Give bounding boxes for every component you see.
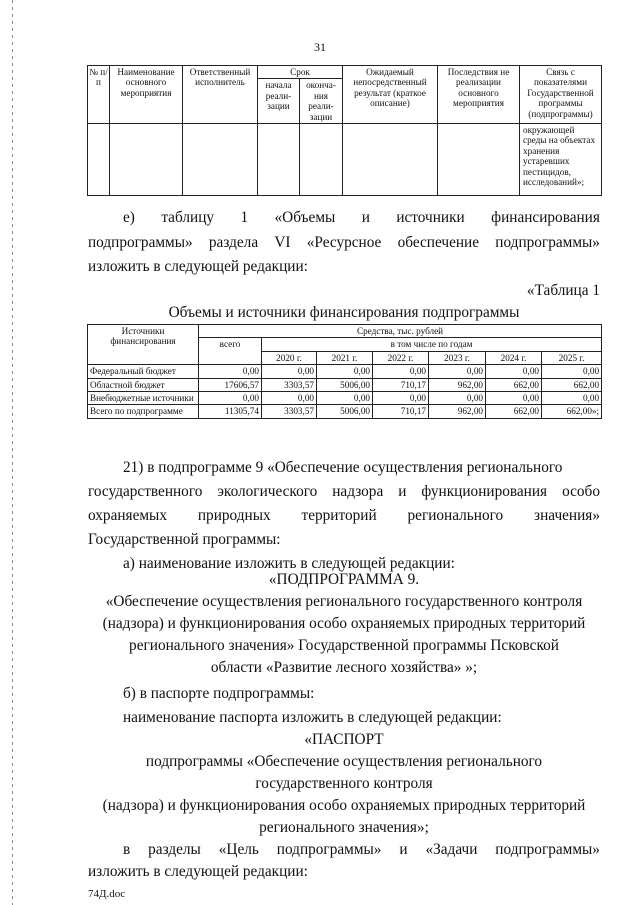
text-word: подпрограммы» bbox=[495, 234, 600, 251]
text-word: особо bbox=[562, 483, 600, 500]
subprogram-name-line: (надзора) и функционирования особо охраняемых природных территорий bbox=[102, 615, 586, 632]
subprogram-heading: «ПОДПРОГРАММА 9. bbox=[268, 571, 420, 588]
subprogram-name-line: области «Развитие лесного хозяйства» »; bbox=[210, 659, 478, 676]
table-row bbox=[88, 365, 602, 378]
header-year: 2022 г. bbox=[373, 351, 429, 364]
text-word: VI bbox=[274, 234, 291, 251]
cell-value: 662,00 bbox=[542, 378, 602, 391]
cell-value: 17606,57 bbox=[199, 378, 262, 391]
text-word: государственного bbox=[88, 483, 203, 500]
para-e-line3: изложить в следующей редакции: bbox=[88, 258, 308, 275]
table-row bbox=[88, 378, 602, 391]
cell-value: 5006,00 bbox=[317, 405, 373, 418]
cell-value: 0,00 bbox=[429, 391, 486, 404]
text-word: подпрограммы» bbox=[88, 234, 193, 251]
text-word: источники bbox=[396, 209, 465, 226]
para-21-line3 bbox=[88, 508, 600, 523]
cell-value: 0,00 bbox=[542, 365, 602, 378]
text-word: надзора bbox=[332, 483, 384, 500]
para-v-line1 bbox=[123, 842, 600, 857]
text-word: природных bbox=[197, 507, 271, 524]
header-num: № п/п bbox=[88, 66, 110, 124]
cell-value: 0,00 bbox=[429, 365, 486, 378]
text-word: 1 bbox=[240, 209, 249, 226]
text-word: регионального bbox=[407, 507, 504, 524]
cell-value: 710,17 bbox=[373, 378, 429, 391]
text-word: обеспечение bbox=[397, 234, 480, 251]
passport-name-line: (надзора) и функционирования особо охраняемых природных территорий bbox=[102, 797, 586, 814]
header-year: 2023 г. bbox=[429, 351, 486, 364]
cell-value: 0,00 bbox=[317, 365, 373, 378]
cell-value: 962,00 bbox=[429, 405, 486, 418]
text-word: «Ресурсное bbox=[306, 234, 382, 251]
text-word: раздела bbox=[208, 234, 259, 251]
text-word: значения» bbox=[534, 507, 600, 524]
text-word: «Объемы bbox=[274, 209, 336, 226]
header-term: Срок bbox=[258, 66, 343, 79]
subprogram-name-line: «Обеспечение осуществления регионального государственного контроля bbox=[105, 593, 583, 610]
cell-value: 3303,57 bbox=[262, 378, 317, 391]
text-word: и bbox=[361, 209, 370, 226]
para-21-line1: 21) в подпрограмме 9 «Обеспечение осуществления регионального bbox=[123, 459, 563, 476]
header-year: 2021 г. bbox=[317, 351, 373, 364]
para-21-line2 bbox=[88, 484, 600, 499]
header-total: всего bbox=[199, 338, 262, 365]
cell-value: 962,00 bbox=[429, 378, 486, 391]
text-word: охраняемых bbox=[88, 507, 167, 524]
text-word: в bbox=[123, 841, 131, 858]
text-word: разделы bbox=[148, 841, 201, 858]
cell-value: 0,00 bbox=[486, 365, 542, 378]
header-consequences: Последствия не реализации основного мероприятия bbox=[438, 66, 520, 124]
row-source: Федеральный бюджет bbox=[88, 365, 199, 378]
measures-table bbox=[87, 65, 602, 196]
page-number: 31 bbox=[314, 40, 326, 54]
table-title: Объемы и источники финансирования подпрограммы bbox=[168, 304, 520, 321]
header-source: Источники финансирования bbox=[88, 325, 199, 365]
header-by-year: в том числе по годам bbox=[262, 338, 602, 351]
table-label: «Таблица 1 bbox=[526, 282, 600, 299]
cell-value: 0,00 bbox=[199, 391, 262, 404]
header-year: 2024 г. bbox=[486, 351, 542, 364]
cell-value: 710,17 bbox=[373, 405, 429, 418]
header-year: 2025 г. bbox=[542, 351, 602, 364]
row-source: Областной бюджет bbox=[88, 378, 199, 391]
text-word: таблицу bbox=[161, 209, 215, 226]
table-row bbox=[88, 123, 602, 195]
para-v-line2: изложить в следующей редакции: bbox=[88, 863, 308, 880]
header-expected-result: Ожидаемый непосредственный результат (краткое описание) bbox=[343, 66, 438, 124]
footer-file-name: 74Д.doc bbox=[88, 888, 126, 900]
cell-value: 662,00»; bbox=[542, 405, 602, 418]
subprogram-name-line: регионального значения» Государственной программы Псковской bbox=[129, 637, 559, 654]
para-21-line4: Государственной программы: bbox=[88, 531, 281, 548]
cell-value: 11305,74 bbox=[199, 405, 262, 418]
text-word: подпрограммы» bbox=[495, 841, 600, 858]
cell-value: 0,00 bbox=[317, 391, 373, 404]
table-row bbox=[88, 391, 602, 404]
header-name: Наименование основного мероприятия bbox=[110, 66, 183, 124]
cell-value: 0,00 bbox=[486, 391, 542, 404]
cell-value: 3303,57 bbox=[262, 405, 317, 418]
para-a: а) наименование изложить в следующей редакции: bbox=[123, 555, 455, 572]
para-passport-name: наименование паспорта изложить в следующей редакции: bbox=[123, 709, 502, 726]
table-row bbox=[88, 405, 602, 418]
text-word: экологического bbox=[217, 483, 318, 500]
text-word: и bbox=[398, 483, 407, 500]
text-word: и bbox=[399, 841, 408, 858]
text-word: функционирования bbox=[421, 483, 548, 500]
para-e-line1 bbox=[123, 210, 600, 225]
header-start: начала реали- зации bbox=[258, 79, 300, 124]
cell-value: 662,00 bbox=[486, 378, 542, 391]
header-funds: Средства, тыс. рублей bbox=[199, 325, 602, 338]
header-year: 2020 г. bbox=[262, 351, 317, 364]
passport-name-line: регионального значения»; bbox=[259, 819, 429, 836]
header-responsible: Ответственный исполнитель bbox=[183, 66, 258, 124]
text-word: финансирования bbox=[491, 209, 600, 226]
text-word: подпрограммы» bbox=[276, 841, 382, 858]
text-word: «Задачи bbox=[425, 841, 478, 858]
row-source: Всего по подпрограмме bbox=[88, 405, 199, 418]
cell-value: 662,00 bbox=[486, 405, 542, 418]
passport-heading: «ПАСПОРТ bbox=[304, 731, 384, 748]
cell-value: 0,00 bbox=[262, 391, 317, 404]
cell-value: 0,00 bbox=[373, 365, 429, 378]
passport-name-line: государственного контроля bbox=[255, 775, 433, 792]
passport-name-line: подпрограммы «Обеспечение осуществления регионального bbox=[145, 753, 543, 770]
header-end: оконча- ния реали- зации bbox=[300, 79, 343, 124]
text-word: территорий bbox=[301, 507, 377, 524]
financing-table bbox=[87, 324, 602, 419]
cell-value: 0,00 bbox=[542, 391, 602, 404]
cell-value: 0,00 bbox=[199, 365, 262, 378]
cell-value: 0,00 bbox=[373, 391, 429, 404]
cell-value: 0,00 bbox=[262, 365, 317, 378]
binding-edge-rule bbox=[12, 0, 13, 905]
text-word: е) bbox=[123, 209, 135, 226]
para-e-line2 bbox=[88, 235, 600, 250]
para-b: б) в паспорте подпрограммы: bbox=[123, 685, 315, 702]
text-word: «Цель bbox=[218, 841, 259, 858]
row-source: Внебюджетные источники bbox=[88, 391, 199, 404]
cell-value: 5006,00 bbox=[317, 378, 373, 391]
continuation-cell: окружающей среды на объектах хранения устаревших пестицидов, исследований»; bbox=[520, 123, 602, 195]
header-link-indicators: Связь с показателями Государственной программы (подпрограммы) bbox=[520, 66, 602, 124]
